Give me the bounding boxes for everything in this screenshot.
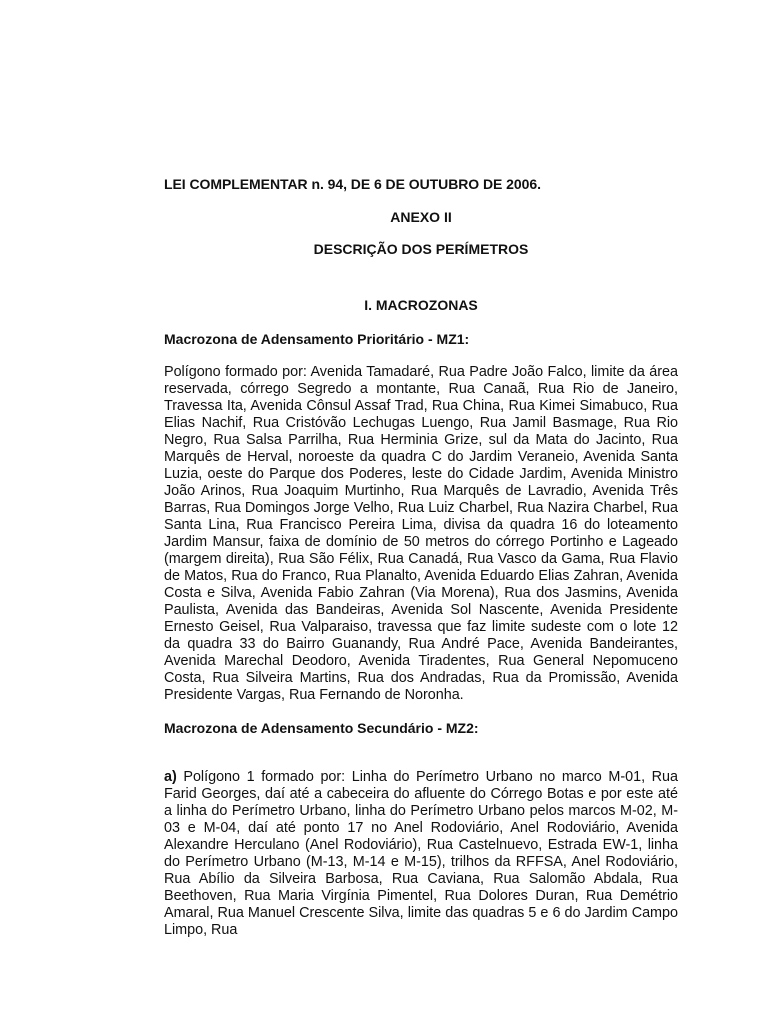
description-title: DESCRIÇÃO DOS PERÍMETROS	[313, 241, 529, 257]
section-title: I. MACROZONAS	[364, 297, 478, 313]
spacer	[164, 753, 678, 769]
mz2-item-text: Polígono 1 formado por: Linha do Perímetro Urbano no marco M-01, Rua Farid Georges, daí até a cabeceira do afluente do Córrego Botas e por este até a linha do Perímetro Urbano, linha do Perímetro Urbano pelos marcos M-02, M-03 e M-04, daí até ponto 17 no Anel Rodoviário, Anel Rodoviário, Avenida Alexandre Herculano (Anel Rodoviário), Rua Castelnuevo, Estrada EW-1, linha do Perímetro Urbano (M-13, M-14 e M-15), trilhos da RFFSA, Anel Rodoviário, Rua Abílio da Silveira Barbosa, Rua Caviana, Rua Salomão Abdala, Rua Beethoven, Rua Maria Virgínia Pimentel, Rua Dolores Duran, Rua Demétrio Amaral, Rua Manuel Crescente Silva, limite das quadras 5 e 6 do Jardim Campo Limpo, Rua	[164, 769, 678, 938]
document-page	[164, 176, 678, 955]
mz2-description	[164, 769, 678, 939]
mz2-item-label: a)	[164, 769, 177, 785]
law-title: LEI COMPLEMENTAR n. 94, DE 6 DE OUTUBRO DE 2006.	[164, 176, 541, 192]
mz1-description: Polígono formado por: Avenida Tamadaré, Rua Padre João Falco, limite da área reservada, córrego Segredo a montante, Rua Canaã, Rua Rio de Janeiro, Travessa Ita, Avenida Cônsul Assaf Trad, Rua China, Rua Kimei Simabuco, Rua Elias Nachif, Rua Cristóvão Lechugas Luengo, Rua Jamil Basmage, Rua Rio Negro, Rua Salsa Parrilha, Rua Herminia Grize, sul da Mata do Jacinto, Rua Marquês de Herval, noroeste da quadra C do Jardim Veraneio, Avenida Santa Luzia, oeste do Parque dos Poderes, leste do Cidade Jardim, Avenida Ministro João Arinos, Rua Joaquim Murtinho, Rua Marquês de Lavradio, Avenida Três Barras, Rua Domingos Jorge Velho, Rua Luiz Charbel, Rua Nazira Charbel, Rua Santa Lina, Rua Francisco Pereira Lima, divisa da quadra 16 do loteamento Jardim Mansur, faixa de domínio de 50 metros do córrego Portinho e Lageado (margem direita), Rua São Félix, Rua Canadá, Rua Vasco da Gama, Rua Flavio de Matos, Rua do Franco, Rua Planalto, Avenida Eduardo Elias Zahran, Avenida Costa e Silva, Avenida Fabio Zahran (Via Morena), Rua dos Jasmins, Avenida Paulista, Avenida das Bandeiras, Avenida Sol Nascente, Avenida Presidente Ernesto Geisel, Rua Valparaiso, travessa que faz limite sudeste com o lote 12 da quadra 33 do Bairro Guanandy, Rua André Pace, Avenida Bandeirantes, Avenida Marechal Deodoro, Avenida Tiradentes, Rua General Nepomuceno Costa, Rua Silveira Martins, Rua dos Andradas, Rua da Promissão, Avenida Presidente Vargas, Rua Fernando de Noronha.	[164, 364, 678, 703]
annex-title: ANEXO II	[390, 209, 452, 225]
mz1-heading: Macrozona de Adensamento Prioritário - MZ1:	[164, 331, 470, 347]
mz2-heading: Macrozona de Adensamento Secundário - MZ2:	[164, 720, 479, 736]
